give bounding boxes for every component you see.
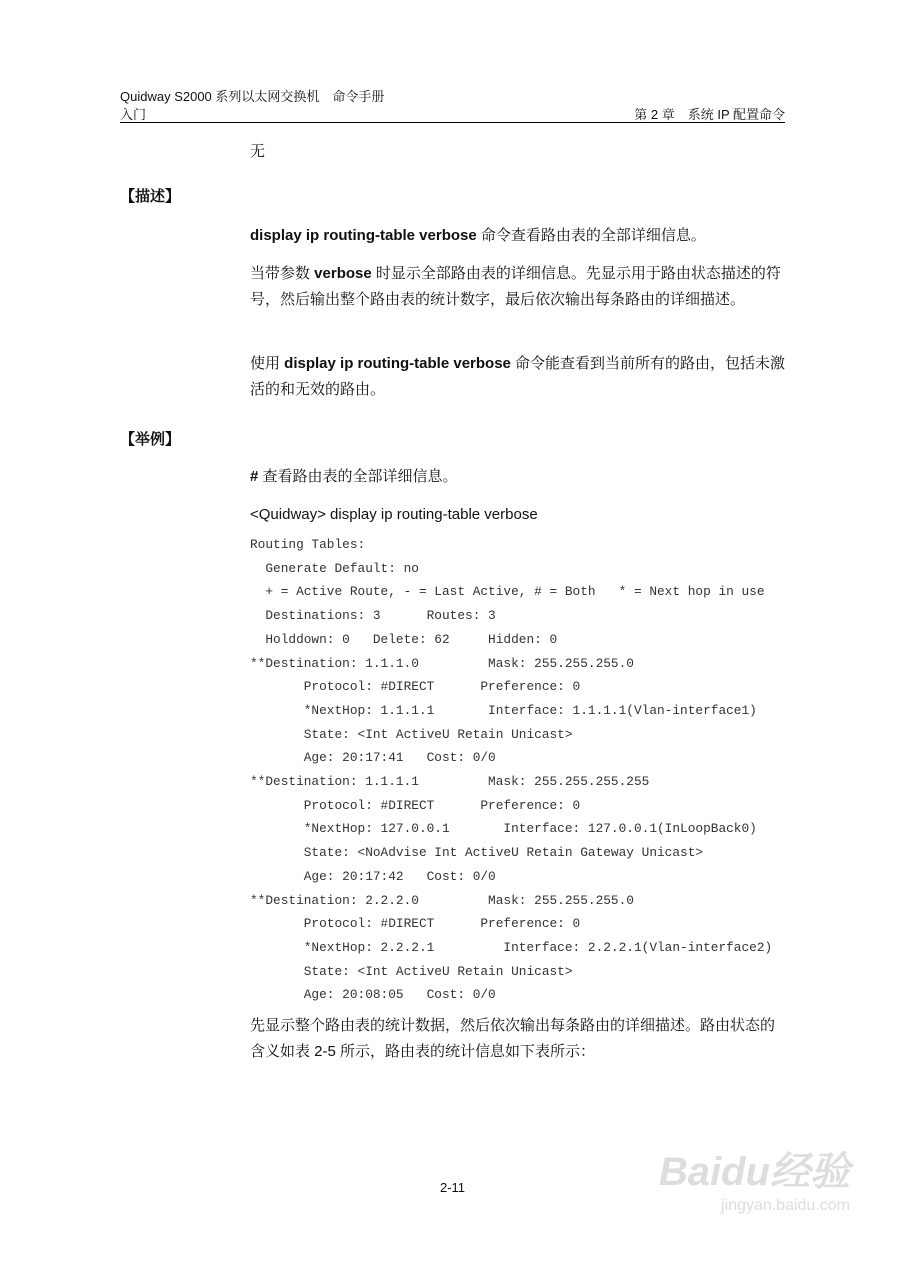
output-line: Age: 20:17:42 Cost: 0/0: [250, 868, 496, 884]
output-line: Age: 20:17:41 Cost: 0/0: [250, 750, 496, 766]
output-line: Age: 20:08:05 Cost: 0/0: [250, 987, 496, 1003]
output-line: **Destination: 1.1.1.1 Mask: 255.255.255.255: [250, 774, 650, 790]
text: 当带参数: [250, 265, 315, 282]
command-output: [250, 533, 772, 1007]
keyword: verbose: [314, 265, 372, 282]
text: 时显示全部路由表的详细信息。先显示用于路由状态描述的符号，然后输出整个路由表的统计数字，最后依次输出每条路由的详细描述。: [250, 265, 781, 308]
header-title: Quidway S2000 系列以太网交换机 命令手册: [120, 89, 385, 104]
output-line: **Destination: 2.2.2.0 Mask: 255.255.255.0: [250, 892, 634, 908]
desc-paragraph-3: [250, 351, 786, 403]
page-number: 2-11: [439, 1180, 466, 1195]
output-line: Protocol: #DIRECT Preference: 0: [250, 797, 581, 813]
command-name: display ip routing-table verbose: [284, 355, 511, 372]
header-subtitle: 入门: [120, 107, 147, 122]
default-value: 无: [250, 143, 266, 160]
hash: #: [250, 468, 259, 485]
output-line: **Destination: 1.1.1.0 Mask: 255.255.255.0: [250, 655, 634, 671]
watermark-url: jingyan.baidu.com: [721, 1197, 850, 1214]
text: 查看路由表的全部详细信息。: [258, 468, 458, 485]
baidu-watermark: [659, 1140, 850, 1215]
output-line: Routing Tables:: [250, 537, 366, 552]
desc-paragraph-1: [250, 223, 786, 249]
after-paragraph: 先显示整个路由表的统计数据，然后依次输出每条路由的详细描述。路由状态的含义如表 2-5 所示，路由表的统计信息如下表所示：: [250, 1017, 776, 1060]
output-line: State: <NoAdvise Int ActiveU Retain Gateway Unicast>: [250, 845, 704, 861]
section-description-heading: 【描述】: [120, 188, 181, 205]
output-line: State: <Int ActiveU Retain Unicast>: [250, 963, 573, 979]
output-line: State: <Int ActiveU Retain Unicast>: [250, 726, 573, 742]
section-example-heading: 【举例】: [120, 431, 181, 448]
watermark-logo: Baidu经验: [658, 1150, 850, 1194]
command-name: display ip routing-table verbose: [250, 227, 477, 244]
output-line: *NextHop: 2.2.2.1 Interface: 2.2.2.1(Vlan-interface2): [250, 939, 773, 955]
output-line: Holddown: 0 Delete: 62 Hidden: 0: [250, 631, 558, 647]
output-line: Generate Default: no: [250, 560, 419, 576]
output-line: *NextHop: 1.1.1.1 Interface: 1.1.1.1(Vlan-interface1): [250, 702, 757, 718]
output-line: + = Active Route, - = Last Active, # = Both * = Next hop in use: [250, 584, 765, 600]
text: 命令查看路由表的全部详细信息。: [476, 227, 706, 244]
header-divider: [120, 122, 785, 123]
example-command: <Quidway> display ip routing-table verbose: [250, 506, 538, 523]
output-line: Destinations: 3 Routes: 3: [250, 608, 496, 624]
desc-paragraph-2: [250, 261, 786, 313]
header-chapter: 第 2 章 系统 IP 配置命令: [634, 107, 785, 122]
output-line: *NextHop: 127.0.0.1 Interface: 127.0.0.1(InLoopBack0): [250, 821, 757, 837]
example-comment: [250, 464, 786, 490]
output-line: Protocol: #DIRECT Preference: 0: [250, 916, 581, 932]
output-line: Protocol: #DIRECT Preference: 0: [250, 679, 581, 695]
text: 命令能查看到当前所有的路由，包括未激活的和无效的路由。: [250, 355, 786, 398]
text: 使用: [250, 355, 285, 372]
